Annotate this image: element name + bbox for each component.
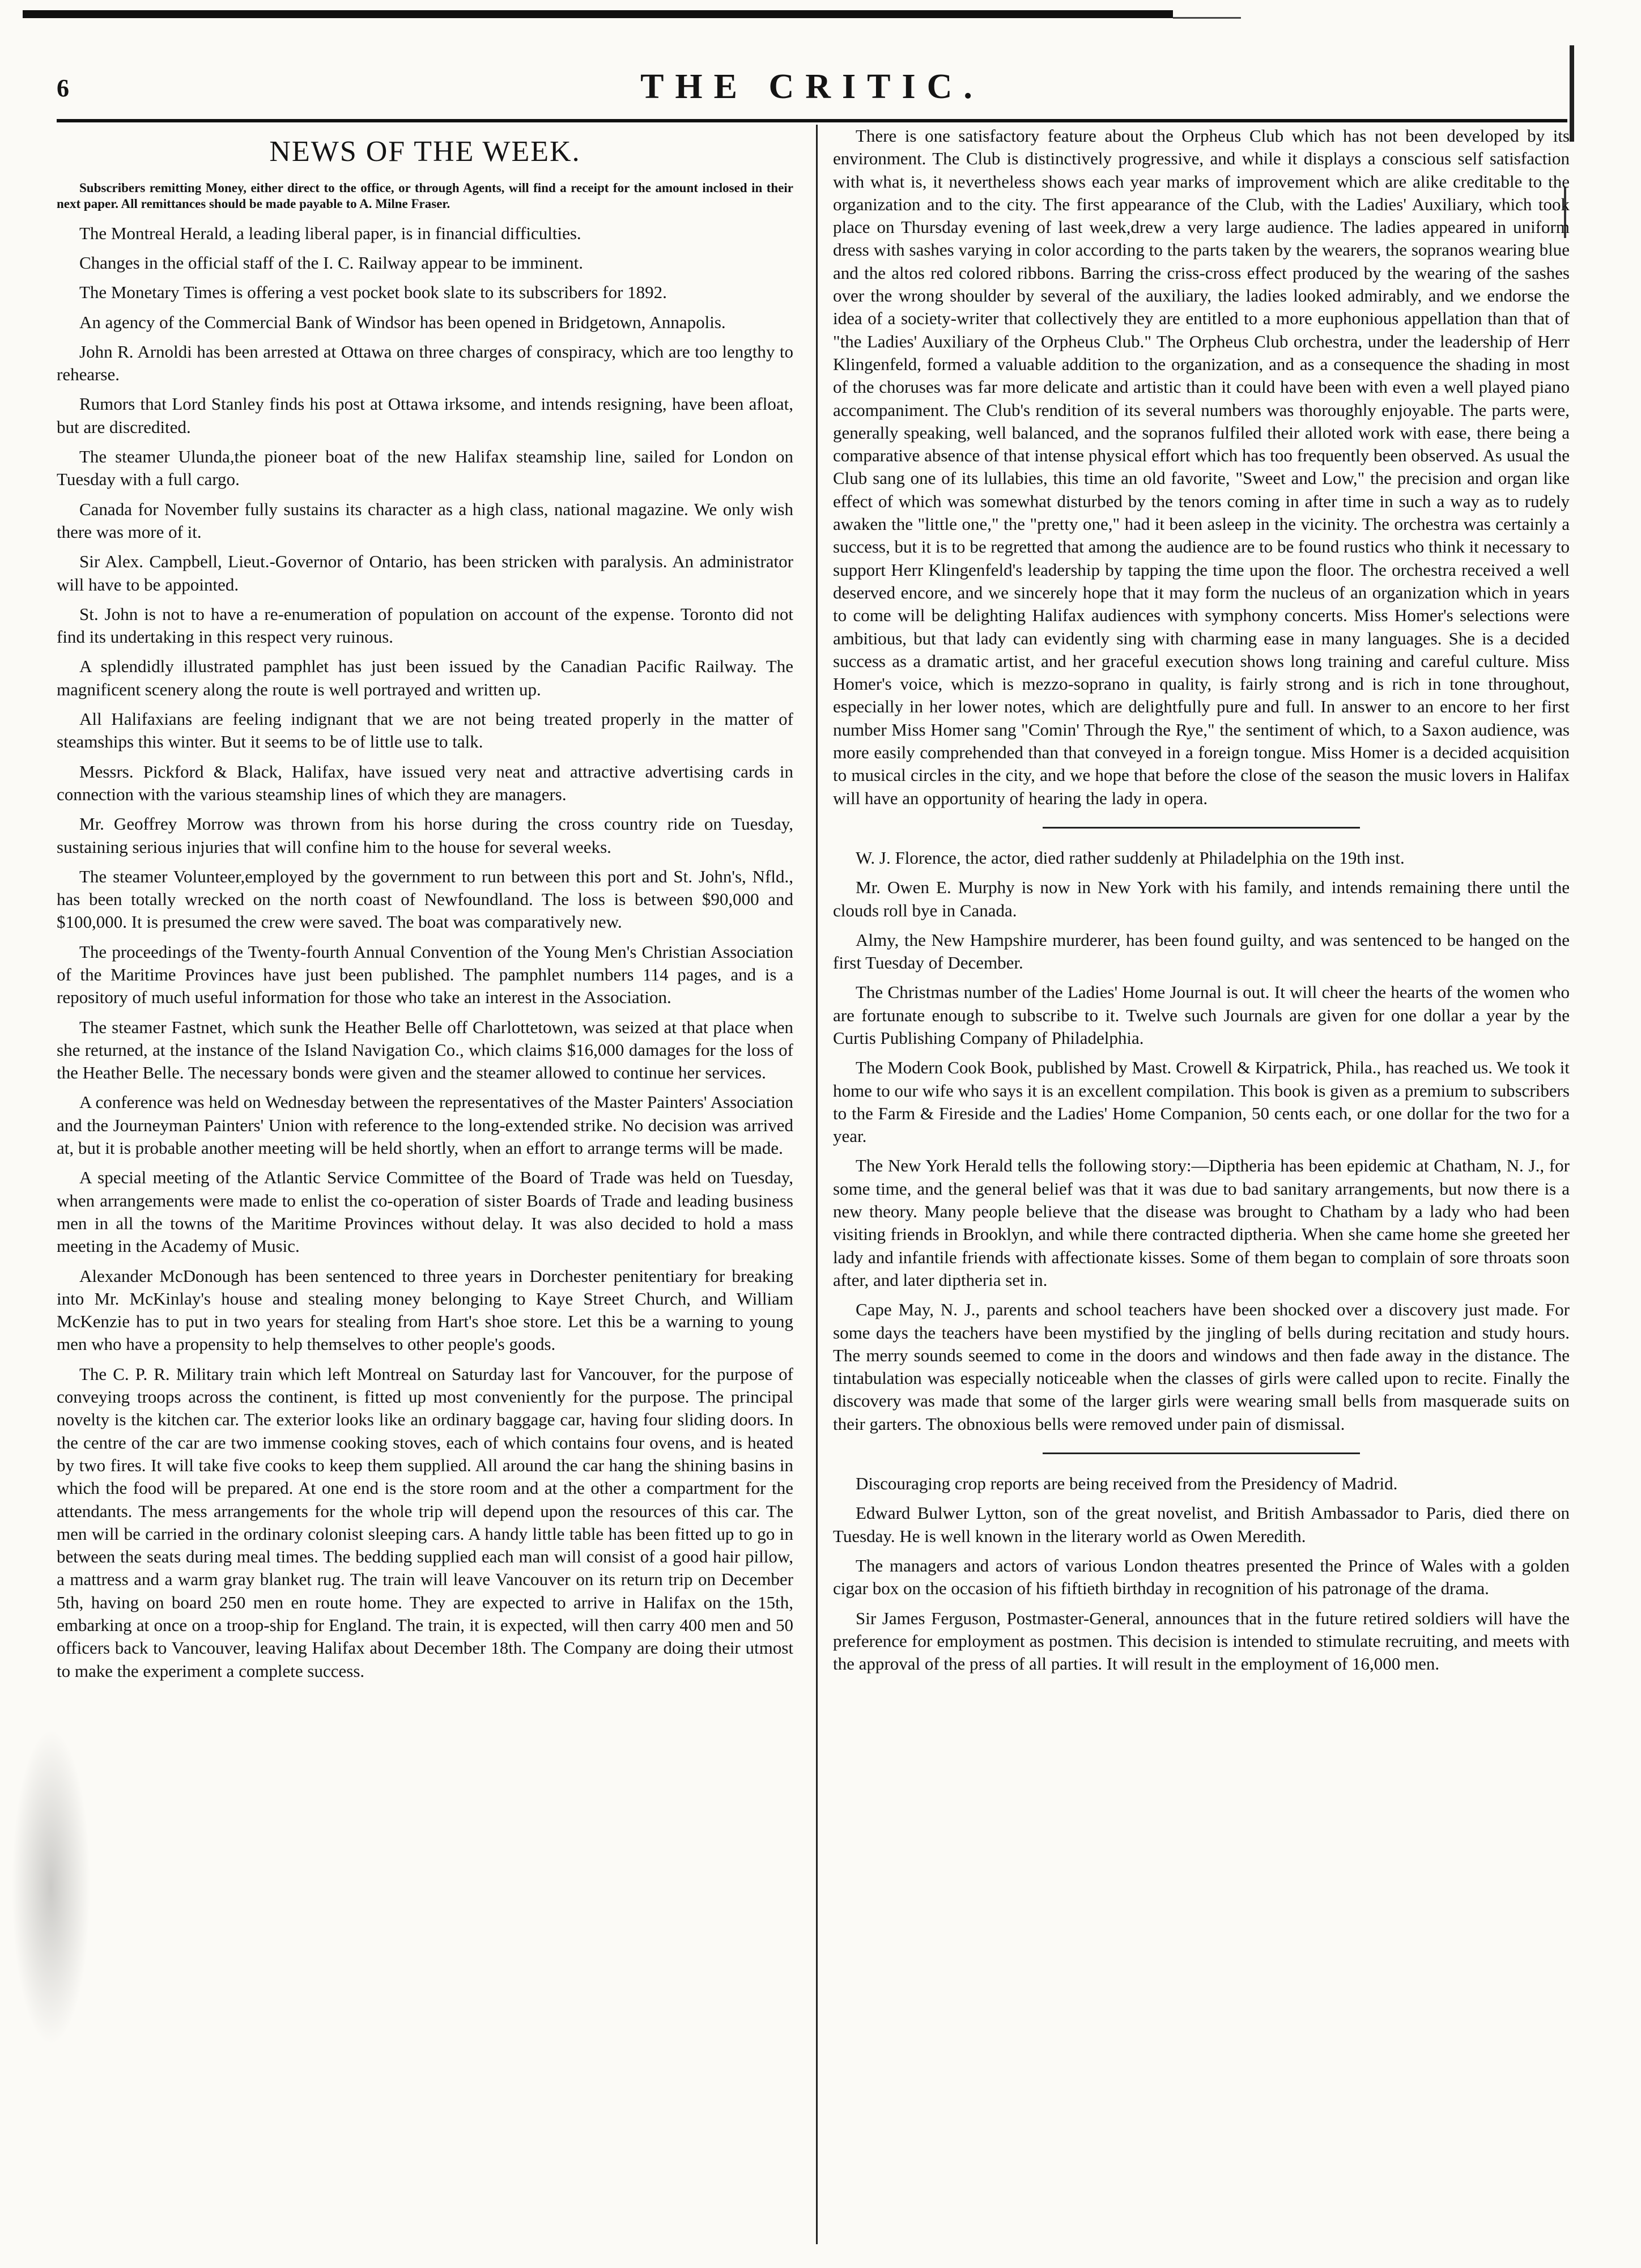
news-item: The Christmas number of the Ladies' Home Journal is out. It will cheer the hearts of the women who are fortunate enough to subscribe to it. Twelve such Journals are given for one dollar a year by the Curtis Publishing Company of Philadelphia. (833, 982, 1570, 1048)
page-edge-mark (1570, 45, 1574, 142)
column-divider (816, 125, 818, 2244)
news-item: St. John is not to have a re-enumeration of population on account of the expense. Toronto did not find its undertaking in this respect very ruinous. (57, 604, 793, 647)
top-border-rule-fade (1173, 17, 1241, 19)
page-header (57, 67, 1567, 112)
section-title: NEWS OF THE WEEK. (269, 135, 581, 168)
orpheus-club-review: There is one satisfactory feature about the Orpheus Club which has not been developed by its environment. The Club is distinctively progressive, and while it displays a conscious self satisfaction with what is, it nevertheless shows each year marks of improvement which are alike creditable to the organization and to the city. The first appearance of the Club, with the Ladies' Auxiliary, which took place on Thursday evening of last week,drew a very large audience. The ladies appeared in uniform dress with sashes varying in color according to the parts taken by the wearers, the sopranos wearing blue and the altos red colored ribbons. Barring the criss-cross effect produced by the wearing of the sashes over the wrong shoulder by several of the auxiliary, the ladies looked admirably, and we endorse the idea of a society-writer that collectively they are entitled to a more euphonious appellation than that of "the Ladies' Auxiliary of the Orpheus Club." The Orpheus Club orchestra, under the leadership of Herr Klingenfeld, formed a valuable addition to the organization, and as a consequence the shading in most of the choruses was far more delicate and artistic than it could have been with even a well played piano accompaniment. The Club's rendition of its several numbers was thoroughly enjoyable. The parts were, generally speaking, well balanced, and the sopranos fulfiled their alloted work with ease, there being a comparative absence of that intense physical effort which has too frequently been observed. As usual the Club sang one of its lullabies, this time an old favorite, "Sweet and Low," the precision and organ like effect of which was somewhat disturbed by the tenors coming in after time in such a way as to rudely awaken the "little one," the "pretty one," had it been asleep in the vicinity. The orchestra was certainly a success, but it is to be regretted that among the audience are to be found rustics who think it necessary to support Herr Klingenfeld's leadership by tapping the time upon the floor. The orchestra received a well deserved encore, and we sincerely hope that it may form the nucleus of an organization which in years to come will be delighting Halifax audiences with symphony concerts. Miss Homer's selections were ambitious, but that lady can evidently sing with charming ease in many languages. She is a decided success as a dramatic artist, and her graceful execution shows long training and careful culture. Miss Homer's voice, which is mezzo-soprano in quality, is fairly strong and is rich in tone throughout, especially in her lower notes, which are delightfully pure and full. In answer to an encore to her first number Miss Homer sang "Comin' Through the Rye," the sentiment of which, to a Saxon audience, was more easily comprehended than that conveyed in a foreign tongue. Miss Homer is a decided acquisition to musical circles in the city, and we hope that before the close of the season the music lovers in Halifax will have an opportunity of hearing the lady in opera. (833, 126, 1570, 808)
news-item: A splendidly illustrated pamphlet has just been issued by the Canadian Pacific Railway. The magnificent scenery along the route is well portrayed and written up. (57, 656, 793, 699)
news-item: Sir James Ferguson, Postmaster-General, announces that in the future retired soldiers will have the preference for employment as postmen. This decision is intended to stimulate recruiting, and meets with the approval of the press of all parties. It will result in the employment of 16,000 men. (833, 1608, 1570, 1674)
header-rule (57, 119, 1567, 122)
left-column (57, 125, 793, 1689)
subscriber-notice: Subscribers remitting Money, either direct to the office, or through Agents, will find a receipt for the amount inclosed in their next paper. All remittances should be made payable to A. Milne Fraser. (57, 180, 793, 211)
news-item: The C. P. R. Military train which left Montreal on Saturday last for Vancouver, for the purpose of conveying troops across the continent, is fitted up most conveniently for the purpose. The principal novelty is the kitchen car. The exterior looks like an ordinary baggage car, having four sliding doors. In the centre of the car are two immense cooking stoves, each of which contains four ovens, and is heated by two fires. It will take five cooks to keep them supplied. All around the car hang the shining basins in which the food will be prepared. At one end is the store room and at the other a compartment for the attendants. The mess arrangements for the whole trip will depend upon the resources of this car. The men will be carried in the ordinary colonist sleeping cars. A handy little table has been fitted up to go in between the seats during meal times. The bedding supplied each man will consist of a good hair pillow, a mattress and a warm gray blanket rug. The train will leave Vancouver on its return trip on December 5th, having on board 250 men en route home. They are expected to arrive in Halifax on the 15th, embarking at once on a troop-ship for England. The train, it is expected, will then carry 400 men and 50 officers back to Vancouver, leaving Halifax about December 18th. The Company are doing their utmost to make the experiment a complete success. (57, 1364, 793, 1681)
news-item: All Halifaxians are feeling indignant that we are not being treated properly in the matter of steamships this winter. But it seems to be of little use to talk. (57, 709, 793, 752)
news-item: Edward Bulwer Lytton, son of the great novelist, and British Ambassador to Paris, died there on Tuesday. He is well known in the literary world as Owen Meredith. (833, 1503, 1570, 1546)
news-item: The proceedings of the Twenty-fourth Annual Convention of the Young Men's Christian Association of the Maritime Provinces have just been published. The pamphlet numbers 114 pages, and is a repository of much useful information for those who take an interest in the Association. (57, 941, 793, 1008)
news-item: W. J. Florence, the actor, died rather suddenly at Philadelphia on the 19th inst. (856, 847, 1405, 868)
news-item: A special meeting of the Atlantic Service Committee of the Board of Trade was held on Tuesday, when arrangements were made to enlist the co-operation of sister Boards of Trade and leading business men in all the towns of the Maritime Provinces without delay. It was also decided to hold a mass meeting in the Academy of Music. (57, 1167, 793, 1256)
news-item: The Montreal Herald, a leading liberal paper, is in financial difficulties. (79, 223, 581, 243)
news-item: Alexander McDonough has been sentenced to three years in Dorchester penitentiary for breaking into Mr. McKinlay's house and stealing money belonging to Kaye Street Church, and William McKenzie has to put in two years for stealing from Hart's shoe store. Let this be a warning to young men who have a propensity to help themselves to other people's goods. (57, 1265, 793, 1354)
news-item: Mr. Geoffrey Morrow was thrown from his horse during the cross country ride on Tuesday, sustaining serious injuries that will confine him to the house for several weeks. (57, 814, 793, 857)
news-item: The steamer Volunteer,employed by the government to run between this port and St. John's, Nfld., has been totally wrecked on the north coast of Newfoundland. The loss is between $90,000 and $100,000. It is presumed the crew were saved. The boat was comparatively new. (57, 866, 793, 932)
news-item: Changes in the official staff of the I. C. Railway appear to be imminent. (79, 252, 584, 273)
page-number: 6 (57, 74, 69, 102)
news-item: Canada for November fully sustains its character as a high class, national magazine. We only wish there was more of it. (57, 499, 793, 542)
news-item: Discouraging crop reports are being received from the Presidency of Madrid. (856, 1473, 1398, 1494)
news-item: The managers and actors of various London theatres presented the Prince of Wales with a golden cigar box on the occasion of his fiftieth birthday in recognition of his patronage of the drama. (833, 1555, 1570, 1599)
news-item: John R. Arnoldi has been arrested at Ottawa on three charges of conspiracy, which are too lengthy to rehearse. (57, 341, 793, 385)
section-separator (1043, 1452, 1360, 1454)
news-item: Cape May, N. J., parents and school teachers have been shocked over a discovery just made. For some days the teachers have been mystified by the jingling of bells during recitation and study hours. The merry sounds seemed to come in the doors and windows and then fade away in the distance. The tintabulation was especially noticeable when the classes of girls were called upon to recite. Finally the discovery was made that some of the larger girls were wearing small bells from masquerade suits on their garters. The obnoxious bells were removed under pain of dismissal. (833, 1299, 1570, 1434)
news-item: The New York Herald tells the following story:—Diptheria has been epidemic at Chatham, N. J., for some time, and the general belief was that it was due to bad sanitary arrangements, but now there is a new theory. Many people believe that the disease was brought to Chatham by a lady who had been visiting friends in Brooklyn, and while there contracted diptheria. When she came home she greeted her lady and infantile friends with affectionate kisses. Some of them began to complain of sore throats soon after, and later diptheria set in. (833, 1156, 1570, 1290)
scan-smudge (11, 1728, 91, 2046)
news-item: Rumors that Lord Stanley finds his post at Ottawa irksome, and intends resigning, have been afloat, but are discredited. (57, 394, 793, 437)
news-item: Almy, the New Hampshire murderer, has been found guilty, and was sentenced to be hanged on the first Tuesday of December. (833, 929, 1570, 973)
news-item: An agency of the Commercial Bank of Windsor has been opened in Bridgetown, Annapolis. (79, 312, 726, 332)
top-border-rule (23, 10, 1173, 18)
section-separator (1043, 827, 1360, 829)
news-item: The Monetary Times is offering a vest pocket book slate to its subscribers for 1892. (79, 282, 667, 303)
news-item: The Modern Cook Book, published by Mast. Crowell & Kirpatrick, Phila., has reached us. We took it home to our wife who says it is an excellent compilation. This book is given as a premium to subscribers to the Farm & Fireside and the Ladies' Home Companion, 50 cents each, or one dollar for the two for a year. (833, 1057, 1570, 1146)
right-column (833, 125, 1570, 1682)
news-item: A conference was held on Wednesday between the representatives of the Master Painters' Association and the Journeyman Painters' Union with reference to the long-extended strike. No decision was arrived at, but it is probable another meeting will be held shortly, when an effort to arrange terms will be made. (57, 1092, 793, 1158)
news-item: The steamer Ulunda,the pioneer boat of the new Halifax steamship line, sailed for London on Tuesday with a full cargo. (57, 447, 793, 490)
masthead: THE CRITIC. (640, 67, 984, 106)
news-item: Sir Alex. Campbell, Lieut.-Governor of Ontario, has been stricken with paralysis. An administrator will have to be appointed. (57, 551, 793, 594)
news-item: Messrs. Pickford & Black, Halifax, have issued very neat and attractive advertising cards in connection with the various steamship lines of which they are managers. (57, 761, 793, 804)
news-item: Mr. Owen E. Murphy is now in New York with his family, and intends remaining there until the clouds roll bye in Canada. (833, 877, 1570, 920)
news-item: The steamer Fastnet, which sunk the Heather Belle off Charlottetown, was seized at that place when she returned, at the instance of the Island Navigation Co., which claims $16,000 damages for the loss of the Heather Belle. The necessary bonds were given and the steamer allowed to continue her services. (57, 1017, 793, 1083)
